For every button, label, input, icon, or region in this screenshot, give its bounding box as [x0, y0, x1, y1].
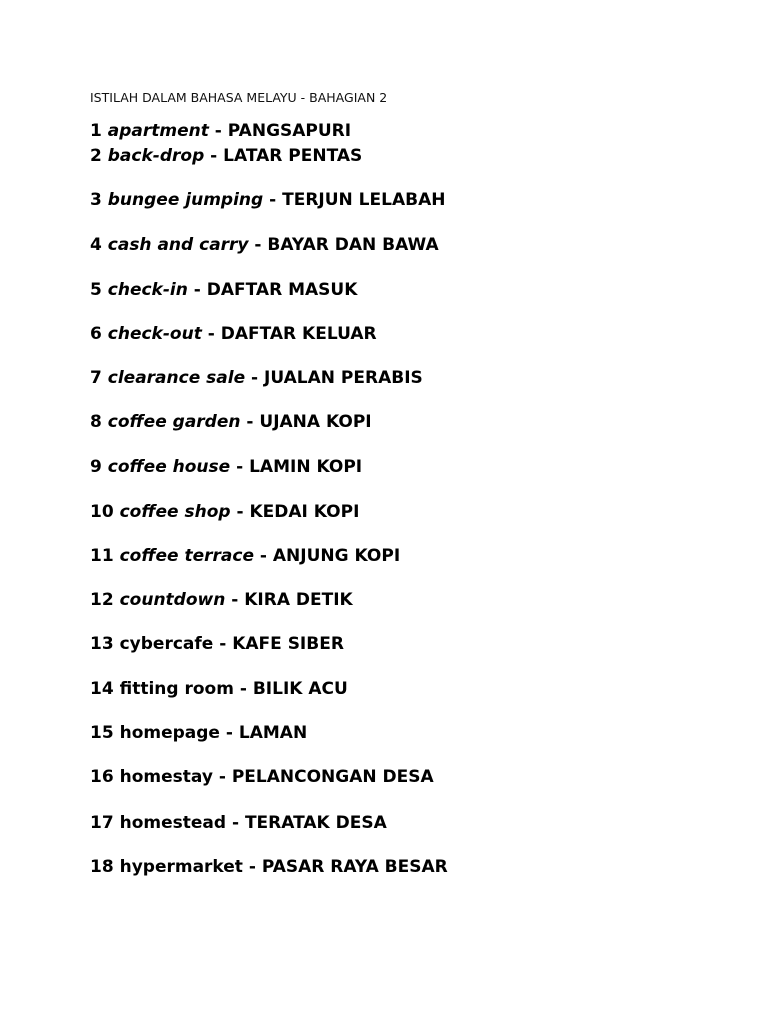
malay-term: KAFE SIBER — [232, 634, 344, 654]
glossary-entry — [90, 368, 423, 388]
glossary-entry — [90, 590, 353, 610]
malay-term: TERATAK DESA — [244, 813, 387, 833]
entry-number: 15 — [90, 723, 114, 743]
entry-separator: - — [242, 857, 262, 877]
entry-separator: - — [219, 723, 239, 743]
english-term: check-out — [107, 324, 202, 344]
entry-separator: - — [208, 121, 228, 141]
glossary-entry — [90, 146, 362, 166]
document-title: ISTILAH DALAM BAHASA MELAYU - BAHAGIAN 2 — [90, 90, 388, 105]
entry-number: 4 — [90, 235, 102, 255]
entry-number: 11 — [90, 546, 114, 566]
english-term: bungee jumping — [107, 190, 264, 210]
malay-term: PELANCONGAN DESA — [231, 767, 434, 787]
malay-term: BAYAR DAN BAWA — [267, 235, 439, 255]
entry-separator: - — [248, 235, 268, 255]
entry-number: 1 — [90, 121, 102, 141]
english-term: coffee house — [107, 457, 231, 477]
english-term: fitting room — [119, 679, 234, 699]
entry-separator: - — [187, 280, 207, 300]
english-term: homestead — [119, 813, 227, 833]
entry-number: 6 — [90, 324, 102, 344]
english-term: coffee garden — [107, 412, 241, 432]
entry-separator: - — [230, 502, 250, 522]
malay-term: LATAR PENTAS — [223, 146, 363, 166]
entry-number: 13 — [90, 634, 114, 654]
english-term: check-in — [107, 280, 188, 300]
malay-term: KEDAI KOPI — [249, 502, 360, 522]
english-term: back-drop — [107, 146, 205, 166]
glossary-entry — [90, 723, 307, 743]
malay-term: ANJUNG KOPI — [272, 546, 401, 566]
entry-separator: - — [233, 679, 253, 699]
malay-term: DAFTAR KELUAR — [220, 324, 377, 344]
malay-term: DAFTAR MASUK — [206, 280, 358, 300]
entry-separator: - — [263, 190, 283, 210]
entry-number: 7 — [90, 368, 102, 388]
entry-number: 12 — [90, 590, 114, 610]
entry-number: 16 — [90, 767, 114, 787]
glossary-entry — [90, 857, 448, 877]
entry-separator: - — [213, 634, 233, 654]
english-term: apartment — [107, 121, 209, 141]
english-term: coffee terrace — [119, 546, 254, 566]
entry-number: 18 — [90, 857, 114, 877]
entry-separator: - — [212, 767, 232, 787]
glossary-entry — [90, 767, 434, 787]
malay-term: JUALAN PERABIS — [264, 368, 423, 388]
entry-separator: - — [240, 412, 260, 432]
glossary-entry — [90, 679, 348, 699]
glossary-entry — [90, 324, 377, 344]
entry-separator: - — [230, 457, 250, 477]
english-term: countdown — [119, 590, 226, 610]
entry-number: 10 — [90, 502, 114, 522]
malay-term: UJANA KOPI — [259, 412, 372, 432]
malay-term: TERJUN LELABAH — [282, 190, 446, 210]
entry-separator: - — [245, 368, 265, 388]
glossary-entry — [90, 546, 400, 566]
english-term: cybercafe — [119, 634, 214, 654]
english-term: coffee shop — [119, 502, 231, 522]
entry-separator: - — [225, 590, 245, 610]
entry-separator: - — [253, 546, 273, 566]
english-term: hypermarket — [119, 857, 243, 877]
english-term: clearance sale — [107, 368, 246, 388]
english-term: homestay — [119, 767, 213, 787]
glossary-entry — [90, 280, 357, 300]
entry-number: 9 — [90, 457, 102, 477]
glossary-entry — [90, 235, 439, 255]
malay-term: LAMIN KOPI — [249, 457, 363, 477]
entry-number: 14 — [90, 679, 114, 699]
entry-number: 3 — [90, 190, 102, 210]
glossary-entry — [90, 121, 351, 141]
english-term: cash and carry — [107, 235, 249, 255]
entry-number: 2 — [90, 146, 102, 166]
entry-separator: - — [226, 813, 245, 833]
glossary-entry — [90, 813, 387, 833]
glossary-entry — [90, 412, 372, 432]
entry-number: 17 — [90, 813, 114, 833]
malay-term: KIRA DETIK — [244, 590, 353, 610]
entry-number: 8 — [90, 412, 102, 432]
malay-term: BILIK ACU — [252, 679, 348, 699]
entry-separator: - — [201, 324, 221, 344]
entry-number: 5 — [90, 280, 102, 300]
malay-term: PASAR RAYA BESAR — [261, 857, 448, 877]
glossary-entry — [90, 457, 362, 477]
english-term: homepage — [119, 723, 220, 743]
glossary-entry — [90, 502, 359, 522]
malay-term: LAMAN — [238, 723, 308, 743]
glossary-entry — [90, 634, 344, 654]
malay-term: PANGSAPURI — [227, 121, 352, 141]
entry-separator: - — [204, 146, 224, 166]
glossary-entry — [90, 190, 445, 210]
